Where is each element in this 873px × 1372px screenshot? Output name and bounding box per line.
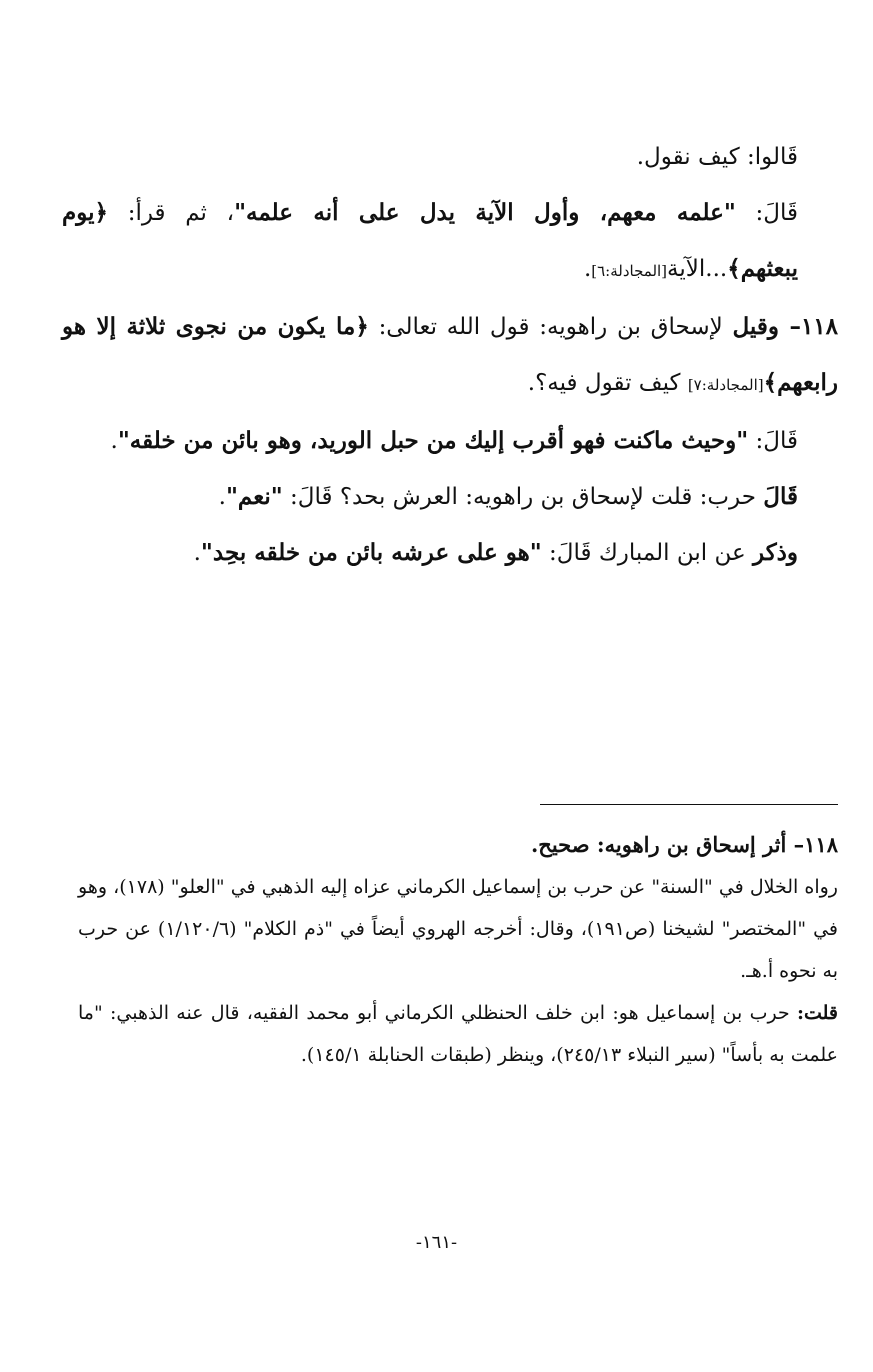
page-number: -١٦١- [415, 1232, 458, 1253]
paragraph-2: قَالَ: "علمه معهم، وأول الآية يدل على أنه علمه"، ثم قرأ: ﴿يوم يبعثهم﴾...الآية[المجادلة:٦]. [62, 199, 799, 282]
footnote-2: قلت: حرب بن إسماعيل هو: ابن خلف الحنظلي الكرماني أبو محمد الفقيه، قال عنه الذهبي: "ما علمت به بأساً" (سير النبلاء ٢٤٥/١٣)، وينظر (طبقات الحنابلة ١٤٥/١). [78, 1002, 838, 1066]
footnote-1: رواه الخلال في "السنة" عن حرب بن إسماعيل الكرماني عزاه إليه الذهبي في "العلو" (١٧٨)، وهو في "المختصر" لشيخنا (ص١٩١)، وقال: أخرجه الهروي أيضاً في "ذم الكلام" (١/١٢٠/٦) عن حرب به نحوه أ.هـ. [78, 876, 838, 982]
paragraph-6: وذكر عن ابن المبارك قَالَ: "هو على عرشه بائن من خلقه بحِد". [193, 539, 798, 566]
quote-text: "وحيث ماكنت فهو أقرب إليك من حبل الوريد، وهو بائن من خلقه" [117, 427, 749, 454]
main-text [62, 130, 838, 581]
quran-verse: ﴿ما يكون من نجوى ثلاثة إلا هو رابعهم﴾ [62, 313, 838, 396]
paragraph-5: قَالَ حرب: قلت لإسحاق بن راهويه: العرش بحد؟ قَالَ: "نعم". [218, 483, 798, 510]
verse-reference: [المجادلة:٧] [687, 376, 764, 394]
paragraph-3: ١١٨– وقيل لإسحاق بن راهويه: قول الله تعالى: ﴿ما يكون من نجوى ثلاثة إلا هو رابعهم﴾[المجادلة:٧] كيف تقول فيه؟. [62, 313, 839, 396]
footnote-heading: ١١٨– أثر إسحاق بن راهويه: صحيح. [530, 832, 838, 857]
footnotes [78, 824, 838, 1076]
quote-text: "نعم" [225, 483, 283, 510]
footnote-divider [540, 804, 838, 805]
verse-reference: [المجادلة:٦] [591, 262, 668, 280]
quote-text: "علمه معهم، وأول الآية يدل على أنه علمه" [234, 199, 736, 226]
entry-number: ١١٨– وقيل [732, 313, 839, 340]
paragraph-4: قَالَ: "وحيث ماكنت فهو أقرب إليك من حبل الوريد، وهو بائن من خلقه". [110, 427, 798, 454]
paragraph-1: قَالوا: كيف نقول. [636, 144, 798, 170]
quote-text: "هو على عرشه بائن من خلقه بحِد" [200, 539, 542, 566]
quran-verse: ﴿يوم يبعثهم﴾ [62, 199, 798, 282]
